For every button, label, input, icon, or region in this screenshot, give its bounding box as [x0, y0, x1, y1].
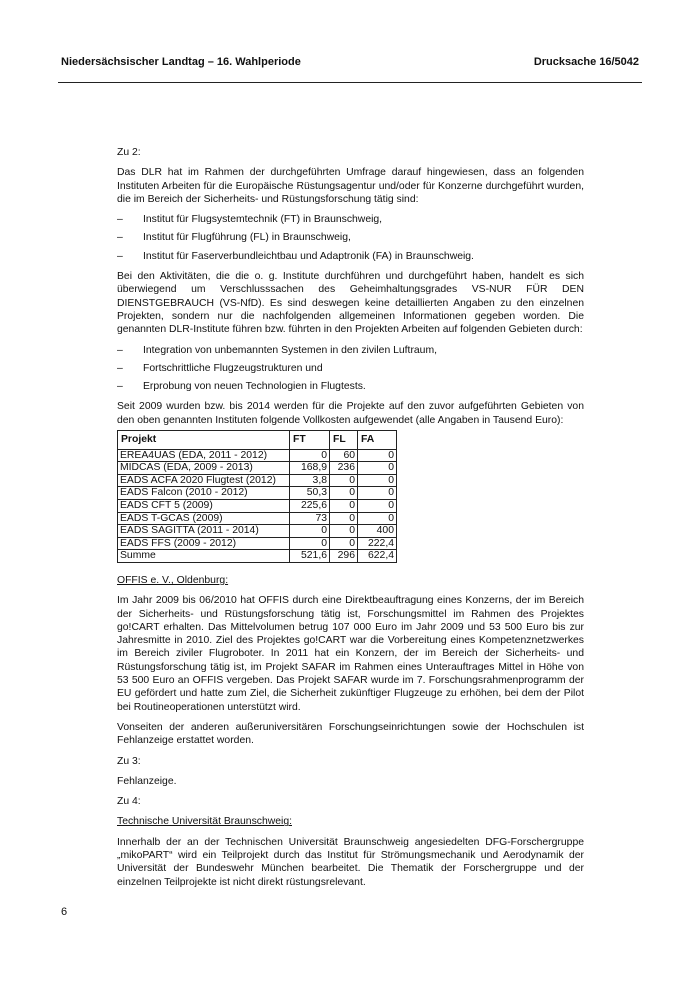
institutes-list [117, 213, 584, 263]
header-divider [58, 82, 642, 83]
table-cell: EADS SAGITTA (2011 - 2014) [118, 525, 290, 538]
section-heading-zu2: Zu 2: [117, 147, 141, 158]
table-cell: 0 [330, 474, 358, 487]
paragraph-classified-activities: Bei den Aktivitäten, die die o. g. Institute durchführen und durchgeführt haben, handelt es sich überwiegend um Verschlusssachen des Geheimhaltungsgrades VS-NUR FÜR DEN DIENSTGEBRAUCH (VS-NfD). Es sind deswegen keine detaillierten Angaben zu den einzelnen Projekten, sondern nur die nachfolgenden allgemeinen Informationen gegeben worden. Die genannten DLR-Institute führen bzw. führten in den Projekten Arbeiten auf folgenden Gebieten durch: [117, 271, 584, 336]
table-cell: 222,4 [358, 537, 397, 550]
dash-bullet: – [117, 214, 123, 226]
table-cell: 60 [330, 449, 358, 462]
list-item: – Erprobung von neuen Technologien in Flugtests. [117, 381, 366, 393]
table-row [118, 525, 397, 538]
table-row [118, 537, 397, 550]
table-cell: 0 [330, 537, 358, 550]
table-row-total [118, 550, 397, 563]
table-cell: 0 [358, 449, 397, 462]
table-cell: 168,9 [290, 462, 330, 475]
table-cell: EADS ACFA 2020 Flugtest (2012) [118, 474, 290, 487]
table-cell: 236 [330, 462, 358, 475]
table-cell: 521,6 [290, 550, 330, 563]
paragraph-dlr-intro: Das DLR hat im Rahmen der durchgeführten Umfrage darauf hingewiesen, dass an folgenden Instituten Arbeiten für die Europäische Rüstungsagentur und/oder für Konzerne durchgeführt wurden, die im Bereich der Sicherheits- und Rüstungsforschung tätig sind: [117, 167, 584, 205]
table-cell: EREA4UAS (EDA, 2011 - 2012) [118, 449, 290, 462]
table-cell: 0 [358, 462, 397, 475]
list-item: – Institut für Faserverbundleichtbau und Adaptronik (FA) in Braunschweig. [117, 250, 474, 262]
paragraph-costs-intro: Seit 2009 wurden bzw. bis 2014 werden für die Projekte auf den zuvor aufgeführten Gebieten von den oben genannten Instituten folgende Vollkosten aufgewendet (alle Angaben in Tausend Euro): [117, 401, 584, 426]
column-header-fa: FA [358, 431, 397, 450]
paragraph-offis: Im Jahr 2009 bis 06/2010 hat OFFIS durch eine Direktbeauftragung eines Konzerns, der im Bereich der Sicherheits- und Rüstungsforschung tätig ist, Forschungsmittel im Rahmen des Projektes go!CART erhalten. Das Mittelvolumen betrug 107 000 Euro im Jahr 2009 und 53 500 Euro bis zur Jahresmitte in 2010. Ziel des Projektes go!CART war die Vorbereitung eines Kompetenznetzwerkes im Bereich ziviler Flugroboter. In 2011 hat ein Konzern, der im Bereich der Sicherheits- und Rüstungsforschung tätig ist, im Projekt SAFAR im Rahmen eines Unterauftrages Mittel in Höhe von 53 500 Euro an OFFIS vergeben. Das Projekt SAFAR wurde im 7. Forschungsrahmenprogramm der EU gefördert und hatte zum Ziel, die Sicherheit zukünftiger Flugzeuge zu erhöhen, bei dem der Pilot bei Routineoperationen unterstützt wird. [117, 595, 584, 713]
list-item: – Institut für Flugführung (FL) in Braunschweig, [117, 232, 351, 244]
table-cell: 296 [330, 550, 358, 563]
table-cell: EADS FFS (2009 - 2012) [118, 537, 290, 550]
section-heading-tu-braunschweig: Technische Universität Braunschweig: [117, 816, 292, 828]
section-heading-zu3: Zu 3: [117, 755, 141, 767]
section-heading-offis: OFFIS e. V., Oldenburg: [117, 574, 229, 586]
header-parliament-title: Niedersächsischer Landtag – 16. Wahlperiode [61, 56, 301, 68]
table-row [118, 487, 397, 500]
table-cell: Summe [118, 550, 290, 563]
table-cell: MIDCAS (EDA, 2009 - 2013) [118, 462, 290, 475]
table-cell: 73 [290, 512, 330, 525]
dash-bullet: – [117, 362, 123, 374]
list-item: – Fortschrittliche Flugzeugstrukturen und [117, 362, 323, 374]
list-item: – Institut für Flugsystemtechnik (FT) in Braunschweig, [117, 214, 383, 226]
page-header [61, 56, 639, 68]
table-cell: 400 [358, 525, 397, 538]
table-cell: 0 [358, 500, 397, 513]
table-cell: 0 [290, 537, 330, 550]
table-cell: EADS CFT 5 (2009) [118, 500, 290, 513]
header-document-number: Drucksache 16/5042 [533, 56, 639, 68]
paragraph-zu3-answer: Fehlanzeige. [117, 775, 177, 787]
table-cell: 0 [358, 474, 397, 487]
dash-bullet: – [117, 232, 123, 244]
table-cell: 0 [330, 487, 358, 500]
dash-bullet: – [117, 250, 123, 262]
page-number: 6 [61, 906, 68, 918]
table-cell: 0 [290, 449, 330, 462]
table-row [118, 500, 397, 513]
table-cell: 50,3 [290, 487, 330, 500]
section-heading-zu4: Zu 4: [117, 796, 141, 808]
research-areas-list [117, 344, 584, 394]
table-cell: 3,8 [290, 474, 330, 487]
table-cell: 0 [330, 525, 358, 538]
document-body [117, 146, 584, 896]
table-row [118, 462, 397, 475]
table-cell: 225,6 [290, 500, 330, 513]
column-header-ft: FT [290, 431, 330, 450]
table-row [118, 449, 397, 462]
table-cell: EADS T-GCAS (2009) [118, 512, 290, 525]
project-costs-table [117, 430, 397, 563]
table-header-row [118, 431, 397, 450]
table-cell: 622,4 [358, 550, 397, 563]
table-cell: 0 [358, 487, 397, 500]
column-header-fl: FL [330, 431, 358, 450]
paragraph-tu-braunschweig: Innerhalb der an der Technischen Universität Braunschweig angesiedelten DFG-Forschergruppe „mikoPART“ wird ein Teilprojekt durch das Institut für Strömungsmechanik und Aerodynamik der Universität der Bundeswehr München bearbeitet. Die Thematik der Forschergruppe und der einzelnen Teilprojekte ist nicht direkt rüstungsrelevant. [117, 836, 584, 888]
table-row [118, 474, 397, 487]
table-row [118, 512, 397, 525]
table-cell: 0 [290, 525, 330, 538]
table-cell: 0 [330, 512, 358, 525]
column-header-projekt: Projekt [118, 431, 290, 450]
table-cell: EADS Falcon (2010 - 2012) [118, 487, 290, 500]
paragraph-other-institutions: Vonseiten der anderen außeruniversitären Forschungseinrichtungen sowie der Hochschulen ist Fehlanzeige erstattet worden. [117, 721, 584, 747]
list-item: – Integration von unbemannten Systemen in den zivilen Luftraum, [117, 344, 438, 356]
table-cell: 0 [330, 500, 358, 513]
table-cell: 0 [358, 512, 397, 525]
dash-bullet: – [117, 344, 123, 356]
dash-bullet: – [117, 381, 123, 393]
